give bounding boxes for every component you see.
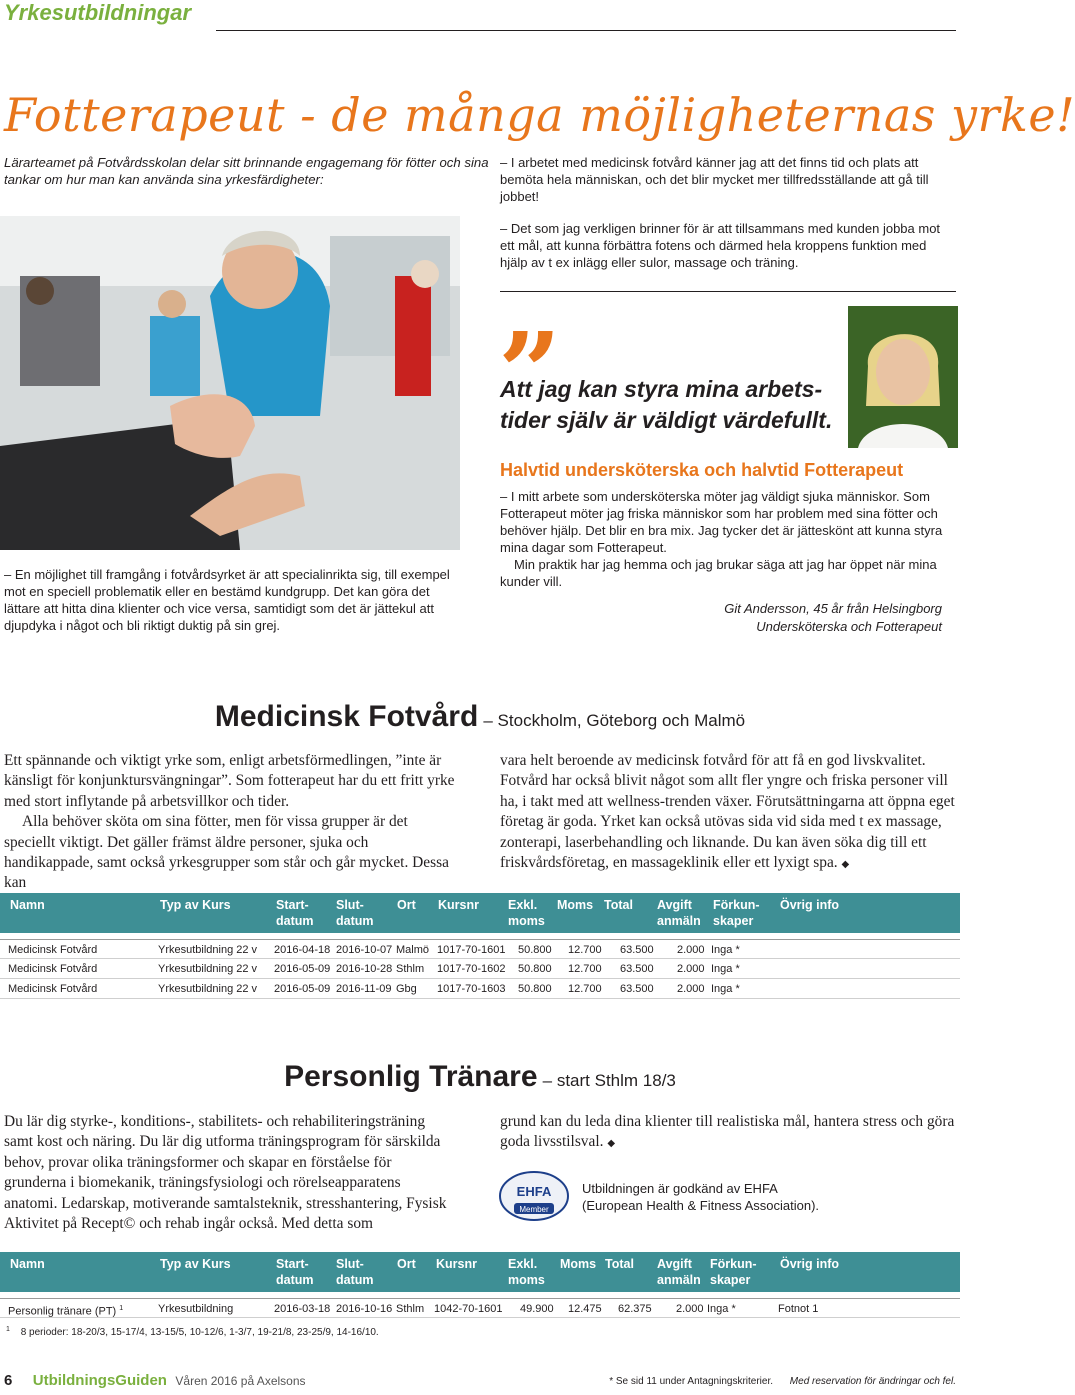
ehfa-line-2: (European Health & Fitness Association). xyxy=(582,1198,820,1213)
ehfa-member-text: Member xyxy=(519,1205,549,1214)
footer-note-criteria: * Se sid 11 under Antagningskriterier. xyxy=(609,1376,774,1387)
footer-right xyxy=(609,1376,956,1387)
col-exkl: Exkl. moms xyxy=(508,898,545,928)
edition: Våren 2016 på Axelsons xyxy=(175,1374,306,1388)
section-heading-pt xyxy=(0,1060,960,1094)
col-namn: Namn xyxy=(10,1257,45,1271)
pt-text-left: Du lär dig styrke-, konditions-, stabilitets- och rehabiliteringsträning samt kost och näring. Du lär dig utforma träningsprogram för särskilda behov, provar olika träningsformer och skapar en förståelse för grunderna i biomekanik, träningsfysiologi och rörelseapparatens anatomi. Ledarskap, motiverande samtalsteknik, stresshantering, Fysisk Aktivitet på Recept© och rehab ingår också. Med detta som xyxy=(4,1113,447,1233)
table-header xyxy=(0,893,960,933)
foot-care-photo xyxy=(0,216,460,550)
table-header xyxy=(0,1252,960,1292)
col-exkl: Exkl. moms xyxy=(508,1257,545,1287)
footnote-number: 1 xyxy=(6,1326,10,1333)
col-ovrig: Övrig info xyxy=(780,1257,840,1271)
col-kursnr: Kursnr xyxy=(438,898,479,912)
pull-quote-line-2: tider själv är väldigt värdefullt. xyxy=(500,407,833,433)
col-forkun: Förkun- skaper xyxy=(710,1257,757,1287)
quote-paragraph-2: – Det som jag verkligen brinner för är att tillsammans med kunden jobba mot ett mål, att kunna förbättra fotens och därmed hela kroppens funktion med hjälp av t ex inlägg eller sulor, massage och träning. xyxy=(500,221,941,270)
header-rule xyxy=(216,30,956,31)
profile-signature xyxy=(500,600,942,636)
profile-title: Halvtid undersköterska och halvtid Fotterapeut xyxy=(500,460,904,480)
quote-paragraph-1: – I arbetet med medicinsk fotvård känner jag att det finns tid och plats att bemöta hela människan, och det blir mycket mer tillfredsställande att gå till jobbet! xyxy=(500,155,929,204)
pull-quote-line-1: Att jag kan styra mina arbets- xyxy=(500,376,823,402)
profile-text xyxy=(500,488,952,590)
divider xyxy=(500,291,956,292)
col-start: Start- datum xyxy=(276,898,314,928)
col-slut: Slut- datum xyxy=(336,898,374,928)
col-start: Start- datum xyxy=(276,1257,314,1287)
table-row: Medicinsk Fotvård Yrkesutbildning 22 v 2016-05-09 2016-11-09 Gbg 1017-70-1603 50.800 12.700 63.500 2.000 Inga * xyxy=(0,979,960,999)
fotvard-paragraph-2: Alla behöver sköta om sina fötter, men för vissa grupper är det speciellt viktigt. Det gäller främst äldre personer, sjuka och handikappade, samt också yrkesgrupper som står och går mycket. Dessa kan xyxy=(4,813,449,892)
footnote-text: 8 perioder: 18-20/3, 15-17/4, 13-15/5, 10-12/6, 1-3/7, 19-21/8, 23-25/9, 14-16/10. xyxy=(20,1327,379,1339)
section-subtitle-pt: – start Sthlm 18/3 xyxy=(542,1071,676,1090)
section-heading-fotvard xyxy=(0,700,960,734)
col-avgift: Avgift anmäln xyxy=(657,1257,701,1287)
pt-paragraph-right: grund kan du leda dina klienter till realistiska mål, hantera stress och göra goda livsstilsval. xyxy=(500,1113,955,1151)
section-title-pt: Personlig Tränare xyxy=(284,1060,538,1093)
table-row: Medicinsk Fotvård Yrkesutbildning 22 v 2016-05-09 2016-10-28 Sthlm 1017-70-1602 50.800 12.700 63.500 2.000 Inga * xyxy=(0,959,960,979)
table-row: Personlig tränare (PT) $^1$ Yrkesutbildning 2016-03-18 2016-10-16 Sthlm 1042-70-1601 49.900 12.475 62.375 2.000 Inga * Fotnot 1 xyxy=(0,1298,960,1318)
ehfa-note xyxy=(582,1180,952,1214)
col-namn: Namn xyxy=(10,898,45,912)
footer-note-reservation: Med reservation för ändringar och fel. xyxy=(789,1376,956,1387)
page-number: 6 xyxy=(4,1372,13,1389)
quote-mark-icon: ” xyxy=(498,308,554,437)
ehfa-line-1: Utbildningen är godkänd av EHFA xyxy=(582,1181,778,1196)
course-table-fotvard xyxy=(0,893,960,999)
brand-name: UtbildningsGuiden xyxy=(32,1372,167,1389)
intro-text: Lärarteamet på Fotvårdsskolan delar sitt brinnande engagemang för fötter och sina tankar om hur man kan använda sina yrkesfärdigheter: xyxy=(4,155,489,187)
ehfa-logo-text: EHFA xyxy=(516,1184,552,1199)
col-forkun: Förkun- skaper xyxy=(713,898,760,928)
col-typ: Typ av Kurs xyxy=(160,1257,231,1271)
ehfa-logo-icon xyxy=(498,1170,570,1222)
col-total: Total xyxy=(604,898,633,912)
footnote xyxy=(6,1326,379,1338)
col-ovrig: Övrig info xyxy=(780,898,840,912)
col-avgift: Avgift anmäln xyxy=(657,898,701,928)
fotvard-paragraph-1: Ett spännande och viktigt yrke som, enligt arbetsförmedlingen, ”inte är känsligt för konjunktursvängningar”. Som fotterapeut har du ett fritt yrke med stort inflytande på arbetsvillkor och tider. xyxy=(4,752,455,810)
section-title-fotvard: Medicinsk Fotvård xyxy=(214,700,479,733)
footer-left xyxy=(4,1372,306,1390)
end-diamond-icon: ◆ xyxy=(841,859,850,871)
col-ort: Ort xyxy=(397,898,416,912)
col-typ: Typ av Kurs xyxy=(160,898,231,912)
section-title: Yrkesutbildningar xyxy=(4,0,192,25)
fotvard-paragraph-3: vara helt beroende av medicinsk fotvård för att få en god livskvalitet. Fotvård har också blivit något som allt fler yngre och friska personer vill ha, i takt med att wellness-trenden växer. Förutsättningarna att öppna eget företag är goda. Yrket kan också utövas sida vid sida med t ex massage, zonterapi, laserbehandling och liknande. Du kan även söka dig till ett friskvårdsföretag, en massageklinik eller ett lyxigt spa. xyxy=(500,752,955,872)
col-total: Total xyxy=(605,1257,634,1271)
section-subtitle-fotvard: – Stockholm, Göteborg och Malmö xyxy=(483,711,746,730)
fotvard-text-left xyxy=(4,751,456,894)
portrait-illustration xyxy=(848,306,958,448)
portrait-photo xyxy=(848,306,958,448)
signature-name: Git Andersson, 45 år från Helsingborg xyxy=(724,601,942,616)
table-row: Medicinsk Fotvård Yrkesutbildning 22 v 2016-04-18 2016-10-07 Malmö 1017-70-1601 50.800 12.700 63.500 2.000 Inga * xyxy=(0,939,960,959)
col-kursnr: Kursnr xyxy=(436,1257,477,1271)
pt-text-right xyxy=(500,1112,956,1155)
pull-quote xyxy=(500,374,846,436)
profile-paragraph-2: Min praktik har jag hemma och jag brukar säga att jag har öppet när mina kunder vill. xyxy=(500,557,937,589)
headline: Fotterapeut - de många möjligheternas yrke! xyxy=(4,88,1075,142)
fotvard-text-right xyxy=(500,751,956,875)
col-moms: Moms xyxy=(557,898,594,912)
signature-role: Undersköterska och Fotterapeut xyxy=(756,619,942,634)
col-slut: Slut- datum xyxy=(336,1257,374,1287)
photo-illustration xyxy=(0,216,460,550)
col-moms: Moms xyxy=(560,1257,597,1271)
profile-paragraph-1: – I mitt arbete som undersköterska möter jag väldigt sjuka människor. Som Fotterapeut möter jag friska människor som har problem med sina fötter och behöver hjälp. Det blir en bra mix. Jag tycker det är jätteskönt att kunna styra mina dagar som Fotterapeut. xyxy=(500,489,943,555)
col-ort: Ort xyxy=(397,1257,416,1271)
end-diamond-icon: ◆ xyxy=(607,1138,616,1150)
course-table-pt xyxy=(0,1252,960,1318)
photo-caption: – En möjlighet till framgång i fotvårdsyrket är att specialinrikta sig, till exempel mot en speciell problematik eller en bestämd kundgrupp. Det kan göra det lättare att hitta dina klienter och vice versa, samtidigt som det är jättekul att djupdyka i något och bli riktigt duktig på sin grej. xyxy=(4,567,450,633)
